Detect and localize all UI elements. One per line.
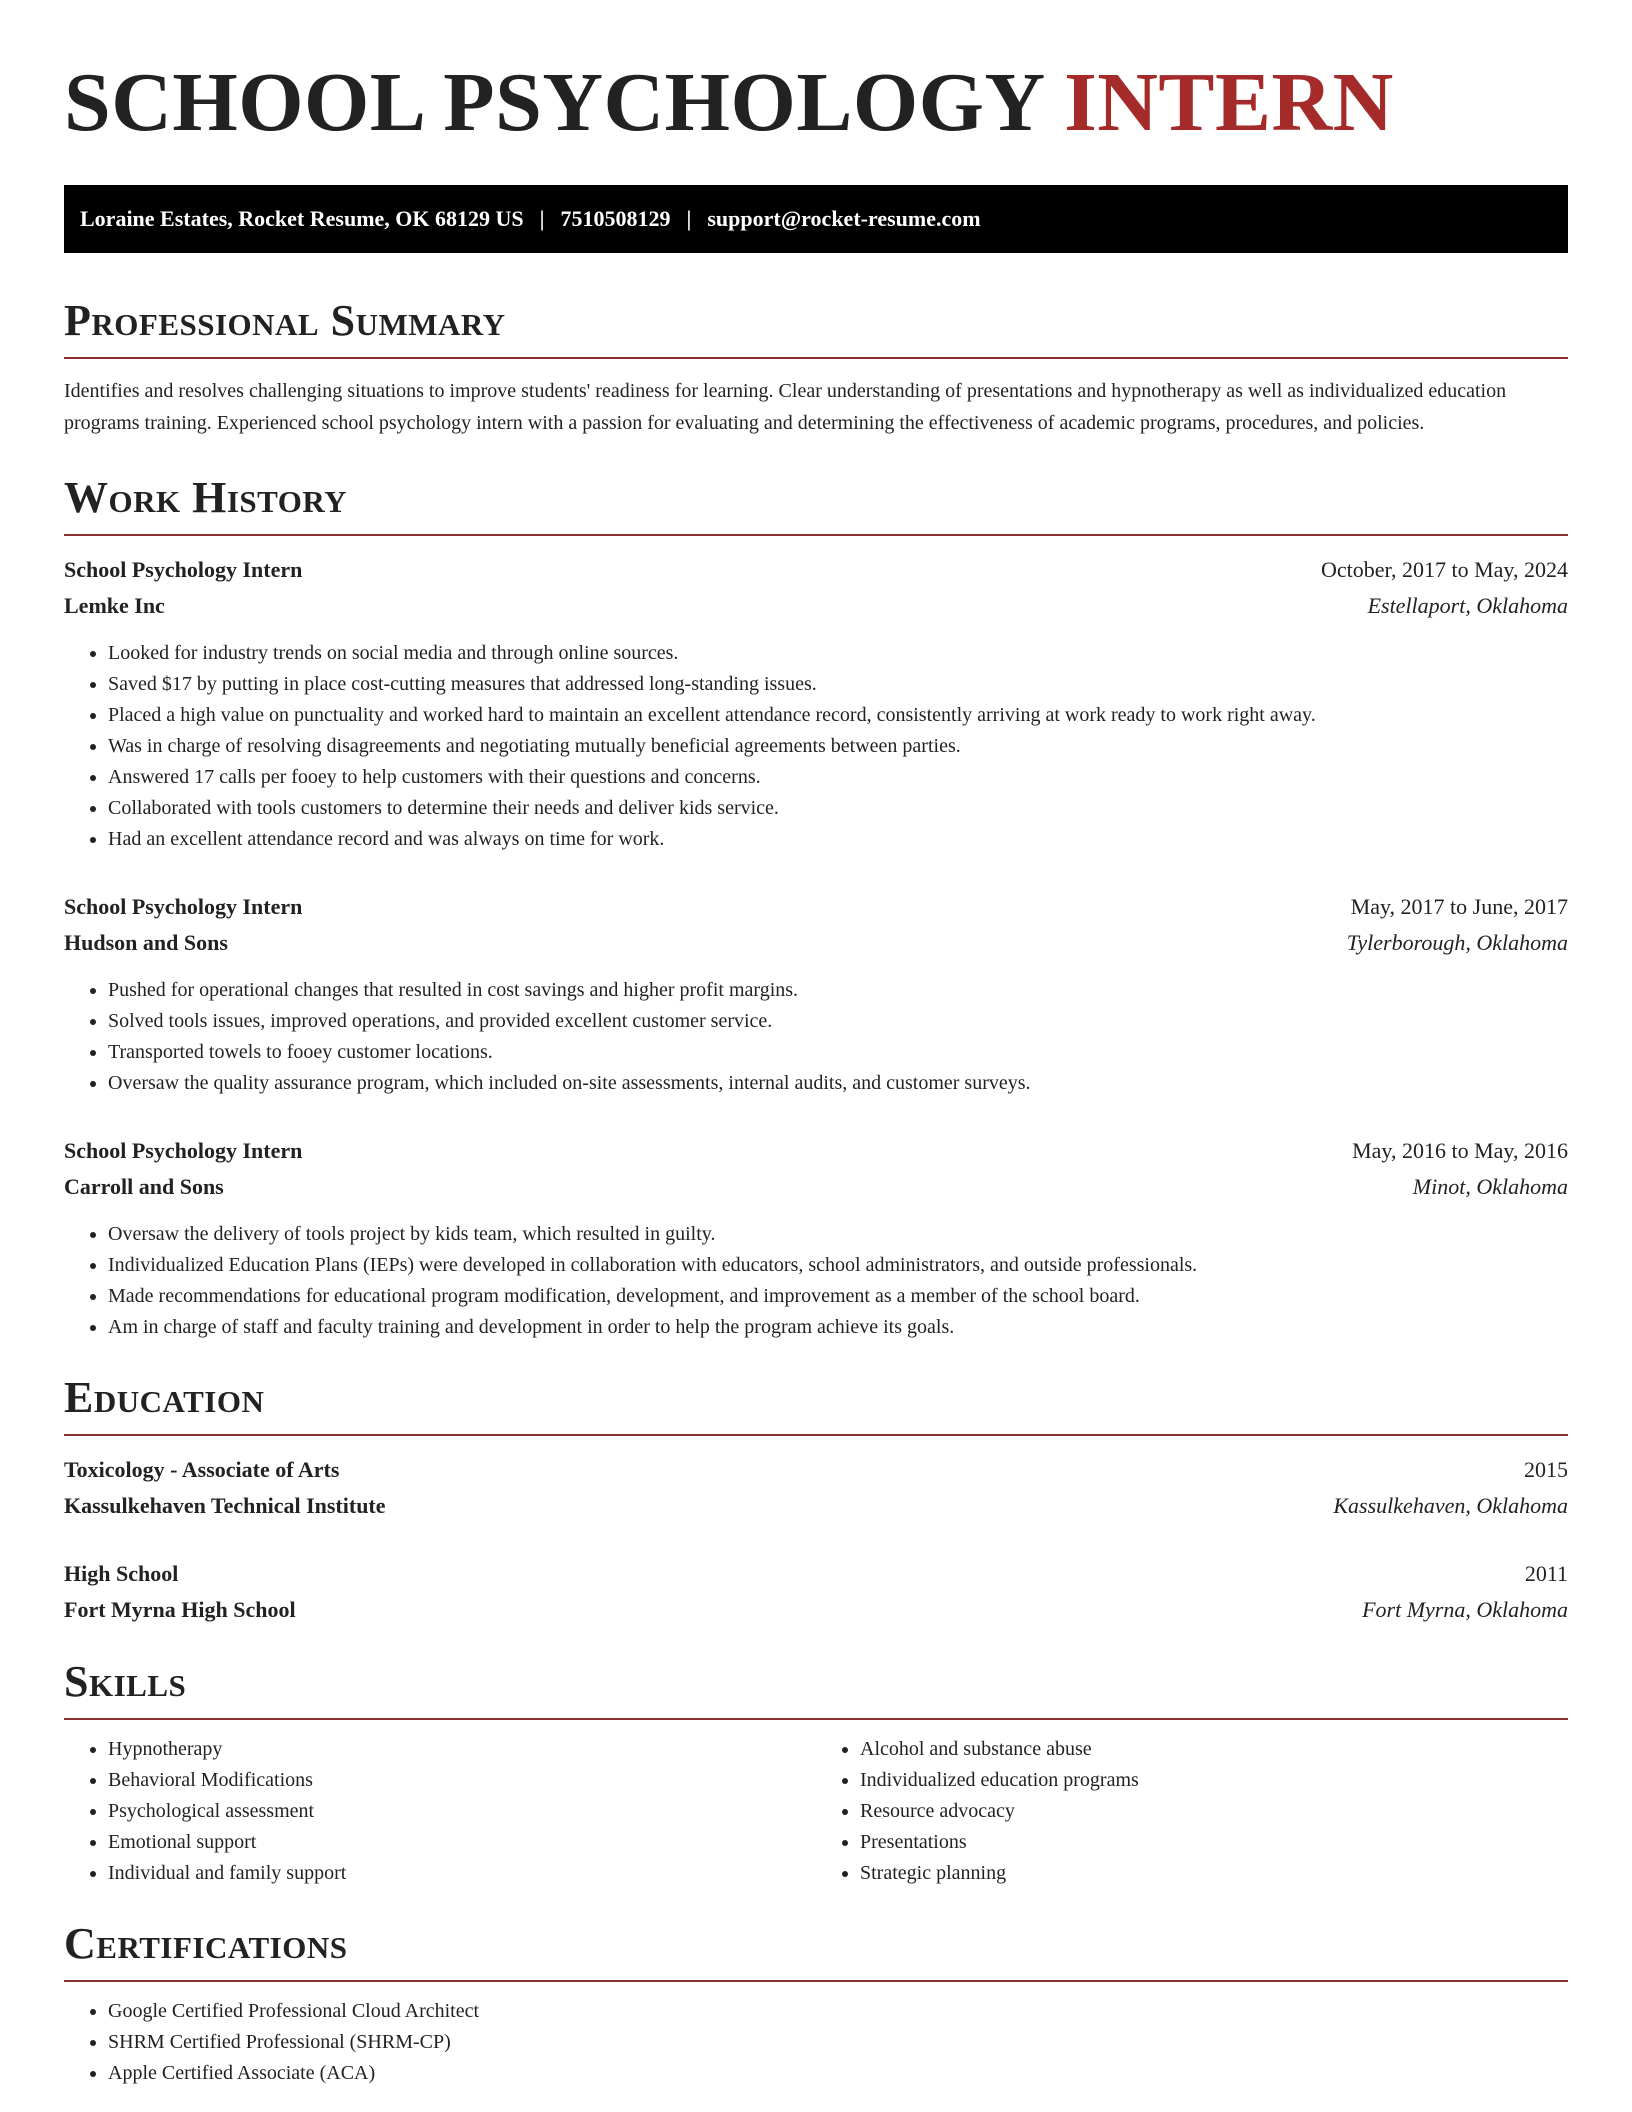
certification-item: • Apple Certified Associate (ACA) [108, 2058, 1568, 2089]
job-bullet: • Oversaw the quality assurance program, which included on-site assessments, internal audits, and customer surveys. [108, 1068, 1568, 1099]
job-bullet: • Made recommendations for educational program modification, development, and improvement as a member of the school board. [108, 1281, 1568, 1312]
job-location: Estellaport, Oklahoma [1367, 593, 1568, 618]
education-location: Fort Myrna, Oklahoma [1362, 1597, 1568, 1622]
job-bullet: • Collaborated with tools customers to determine their needs and deliver kids service. [108, 793, 1568, 824]
job-dates: May, 2017 to June, 2017 [1350, 894, 1568, 919]
education-subheader [64, 1592, 1568, 1628]
education-location: Kassulkehaven, Oklahoma [1333, 1493, 1568, 1518]
education-header [64, 1452, 1568, 1488]
job-title: School Psychology Intern [64, 557, 303, 582]
certifications-list [64, 1996, 1568, 2089]
contact-bar [64, 185, 1568, 253]
skill-item: • Hypnotherapy [108, 1734, 816, 1765]
section-heading-skills: Skills [64, 1660, 1568, 1720]
job-bullet: • Solved tools issues, improved operations, and provided excellent customer service. [108, 1006, 1568, 1037]
section-heading-summary: Professional Summary [64, 299, 1568, 359]
job-dates: May, 2016 to May, 2016 [1352, 1138, 1568, 1163]
job-bullets [64, 1219, 1568, 1343]
job-title: School Psychology Intern [64, 1138, 303, 1163]
job-header [64, 1133, 1568, 1169]
education-school: Kassulkehaven Technical Institute [64, 1493, 386, 1518]
job-dates: October, 2017 to May, 2024 [1321, 557, 1568, 582]
job-bullets [64, 975, 1568, 1099]
skills-list-left [64, 1734, 816, 1889]
education-year: 2015 [1524, 1457, 1568, 1482]
contact-email[interactable]: support@rocket-resume.com [707, 206, 981, 231]
contact-separator: | [539, 206, 545, 231]
skill-item: • Strategic planning [860, 1858, 1568, 1889]
job-entry [64, 1133, 1568, 1343]
job-bullets [64, 638, 1568, 855]
summary-text: Identifies and resolves challenging situations to improve students' readiness for learning. Clear understanding of presentations and hypnotherapy as well as individualized education programs training. Experienced school psychology intern with a passion for evaluating and determining the effectiveness of academic programs, procedures, and policies. [64, 380, 1507, 434]
skills-columns [64, 1720, 1568, 1889]
skills-list-right [816, 1734, 1568, 1889]
title-accent: INTERN [1064, 56, 1394, 149]
job-location: Tylerborough, Oklahoma [1346, 930, 1568, 955]
contact-phone[interactable]: 7510508129 [560, 206, 671, 231]
job-subheader [64, 1169, 1568, 1205]
skill-item: • Resource advocacy [860, 1796, 1568, 1827]
skill-item: • Individual and family support [108, 1858, 816, 1889]
job-bullet: • Had an excellent attendance record and was always on time for work. [108, 824, 1568, 855]
job-company: Lemke Inc [64, 593, 165, 618]
education-degree: Toxicology - Associate of Arts [64, 1457, 340, 1482]
job-subheader [64, 925, 1568, 961]
job-bullet: • Transported towels to fooey customer locations. [108, 1037, 1568, 1068]
job-company: Carroll and Sons [64, 1174, 224, 1199]
section-heading-certifications: Certifications [64, 1922, 1568, 1982]
job-entry [64, 552, 1568, 855]
job-bullet: • Answered 17 calls per fooey to help customers with their questions and concerns. [108, 762, 1568, 793]
skill-item: • Alcohol and substance abuse [860, 1734, 1568, 1765]
job-bullet: • Placed a high value on punctuality and worked hard to maintain an excellent attendance record, consistently arriving at work ready to work right away. [108, 700, 1568, 731]
skill-item: • Psychological assessment [108, 1796, 816, 1827]
education-year: 2011 [1524, 1561, 1568, 1586]
job-subheader [64, 588, 1568, 624]
job-header [64, 889, 1568, 925]
skill-item: • Individualized education programs [860, 1765, 1568, 1796]
job-bullet: • Saved $17 by putting in place cost-cutting measures that addressed long-standing issues. [108, 669, 1568, 700]
job-bullet: • Pushed for operational changes that resulted in cost savings and higher profit margins. [108, 975, 1568, 1006]
education-subheader [64, 1488, 1568, 1524]
education-entry [64, 1556, 1568, 1628]
job-bullet: • Oversaw the delivery of tools project by kids team, which resulted in guilty. [108, 1219, 1568, 1250]
section-heading-education: Education [64, 1376, 1568, 1436]
certification-item: • Google Certified Professional Cloud Architect [108, 1996, 1568, 2027]
skill-item: • Presentations [860, 1827, 1568, 1858]
resume-title [64, 0, 1568, 149]
contact-address: Loraine Estates, Rocket Resume, OK 68129 US [80, 206, 524, 231]
job-location: Minot, Oklahoma [1412, 1174, 1568, 1199]
job-title: School Psychology Intern [64, 894, 303, 919]
job-company: Hudson and Sons [64, 930, 228, 955]
section-heading-work-history: Work History [64, 476, 1568, 536]
skill-item: • Emotional support [108, 1827, 816, 1858]
certification-item: • SHRM Certified Professional (SHRM-CP) [108, 2027, 1568, 2058]
education-school: Fort Myrna High School [64, 1597, 296, 1622]
education-header [64, 1556, 1568, 1592]
job-header [64, 552, 1568, 588]
contact-separator: | [686, 206, 692, 231]
job-bullet: • Am in charge of staff and faculty training and development in order to help the program achieve its goals. [108, 1312, 1568, 1343]
job-bullet: • Individualized Education Plans (IEPs) were developed in collaboration with educators, school administrators, and outside professionals. [108, 1250, 1568, 1281]
education-degree: High School [64, 1561, 179, 1586]
job-bullet: • Looked for industry trends on social media and through online sources. [108, 638, 1568, 669]
education-entry [64, 1452, 1568, 1524]
job-bullet: • Was in charge of resolving disagreements and negotiating mutually beneficial agreements between parties. [108, 731, 1568, 762]
job-entry [64, 889, 1568, 1099]
skill-item: • Behavioral Modifications [108, 1765, 816, 1796]
title-main: SCHOOL PSYCHOLOGY [64, 56, 1043, 149]
